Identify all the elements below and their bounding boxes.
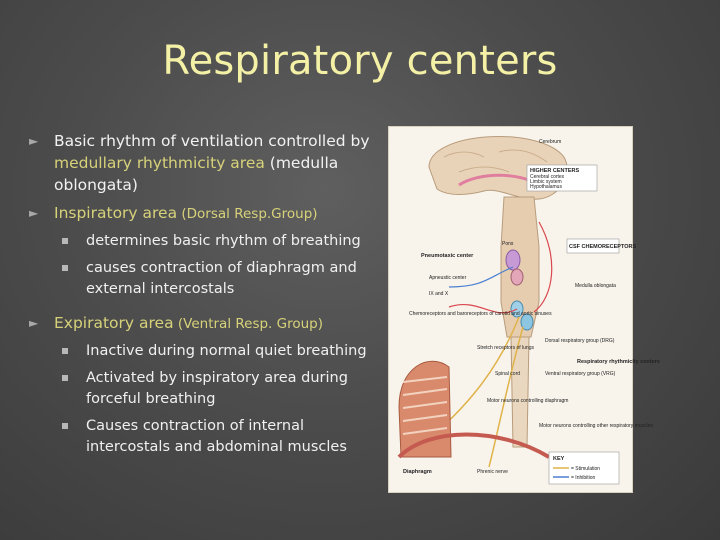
label-pons: Pons (502, 241, 514, 247)
bullet-basic-rhythm: ► Basic rhythm of ventilation controlled by medullary rhythmicity area (medulla oblongata) (29, 132, 370, 194)
label-phrenic: Phrenic nerve (477, 469, 508, 475)
sub-bullet: Causes contraction of internal intercostals and abdominal muscles (24, 416, 384, 458)
bullet-expiratory-area: ► Expiratory area (Ventral Resp. Group) (29, 314, 323, 332)
sub-bullet: Activated by inspiratory area during forceful breathing (24, 368, 384, 410)
label-ix-x: IX and X (429, 291, 449, 297)
label-pneumotaxic: Pneumotaxic center (421, 253, 474, 259)
square-bullet-icon (62, 238, 68, 244)
label-vrg: Ventral respiratory group (VRG) (545, 371, 616, 377)
label-apneustic: Apneustic center (429, 275, 467, 281)
label-csf: CSF CHEMORECEPTORS (569, 244, 637, 250)
arrow-bullet-icon: ► (29, 316, 39, 330)
respiratory-centers-diagram (388, 126, 660, 493)
label-inhib: = Inhibition (571, 475, 596, 481)
label-diaphragm: Diaphragm (403, 469, 432, 475)
label-higher-centers: HIGHER CENTERS (530, 168, 580, 174)
label-key: KEY (553, 456, 565, 462)
diagram-svg (389, 127, 660, 492)
square-bullet-icon (62, 348, 68, 354)
label-spinal: Spinal cord (495, 371, 521, 377)
label-drg: Dorsal respiratory group (DRG) (545, 338, 615, 344)
arrow-bullet-icon: ► (29, 134, 39, 148)
sub-bullet: determines basic rhythm of breathing (24, 231, 384, 252)
label-medulla: Medulla oblongata (575, 283, 616, 289)
label-higher-2: Limbic system (530, 179, 562, 185)
square-bullet-icon (62, 375, 68, 381)
slide-title: Respiratory centers (162, 38, 558, 84)
label-higher-3: Hypothalamus (530, 184, 562, 190)
sub-bullet: Inactive during normal quiet breathing (24, 341, 384, 362)
label-motor2: Motor neurons controlling other respiratory muscles (539, 423, 653, 429)
label-stim: = Stimulation (571, 466, 601, 472)
label-motor1: Motor neurons controlling diaphragm (487, 398, 569, 404)
apneustic-center-shape (511, 269, 523, 285)
bullet-inspiratory-area: ► Inspiratory area (Dorsal Resp.Group) (29, 204, 318, 222)
label-cerebrum: Cerebrum (539, 139, 562, 145)
arrow-bullet-icon: ► (29, 206, 39, 220)
spinal-cord-shape (511, 337, 529, 447)
label-rrc: Respiratory rhythmicity centers (577, 359, 660, 365)
label-higher-1: Cerebral cortex (530, 174, 565, 180)
label-chemoreceptors: Chemoreceptors and baroreceptors of carotid and aortic sinuses (409, 311, 552, 317)
label-stretch: Stretch receptors of lungs (477, 345, 534, 351)
square-bullet-icon (62, 423, 68, 429)
bullet-list (24, 130, 384, 462)
square-bullet-icon (62, 265, 68, 271)
sub-bullet: causes contraction of diaphragm and external intercostals (24, 258, 384, 300)
highlight-medullary-area: medullary rhythmicity area (54, 154, 265, 172)
